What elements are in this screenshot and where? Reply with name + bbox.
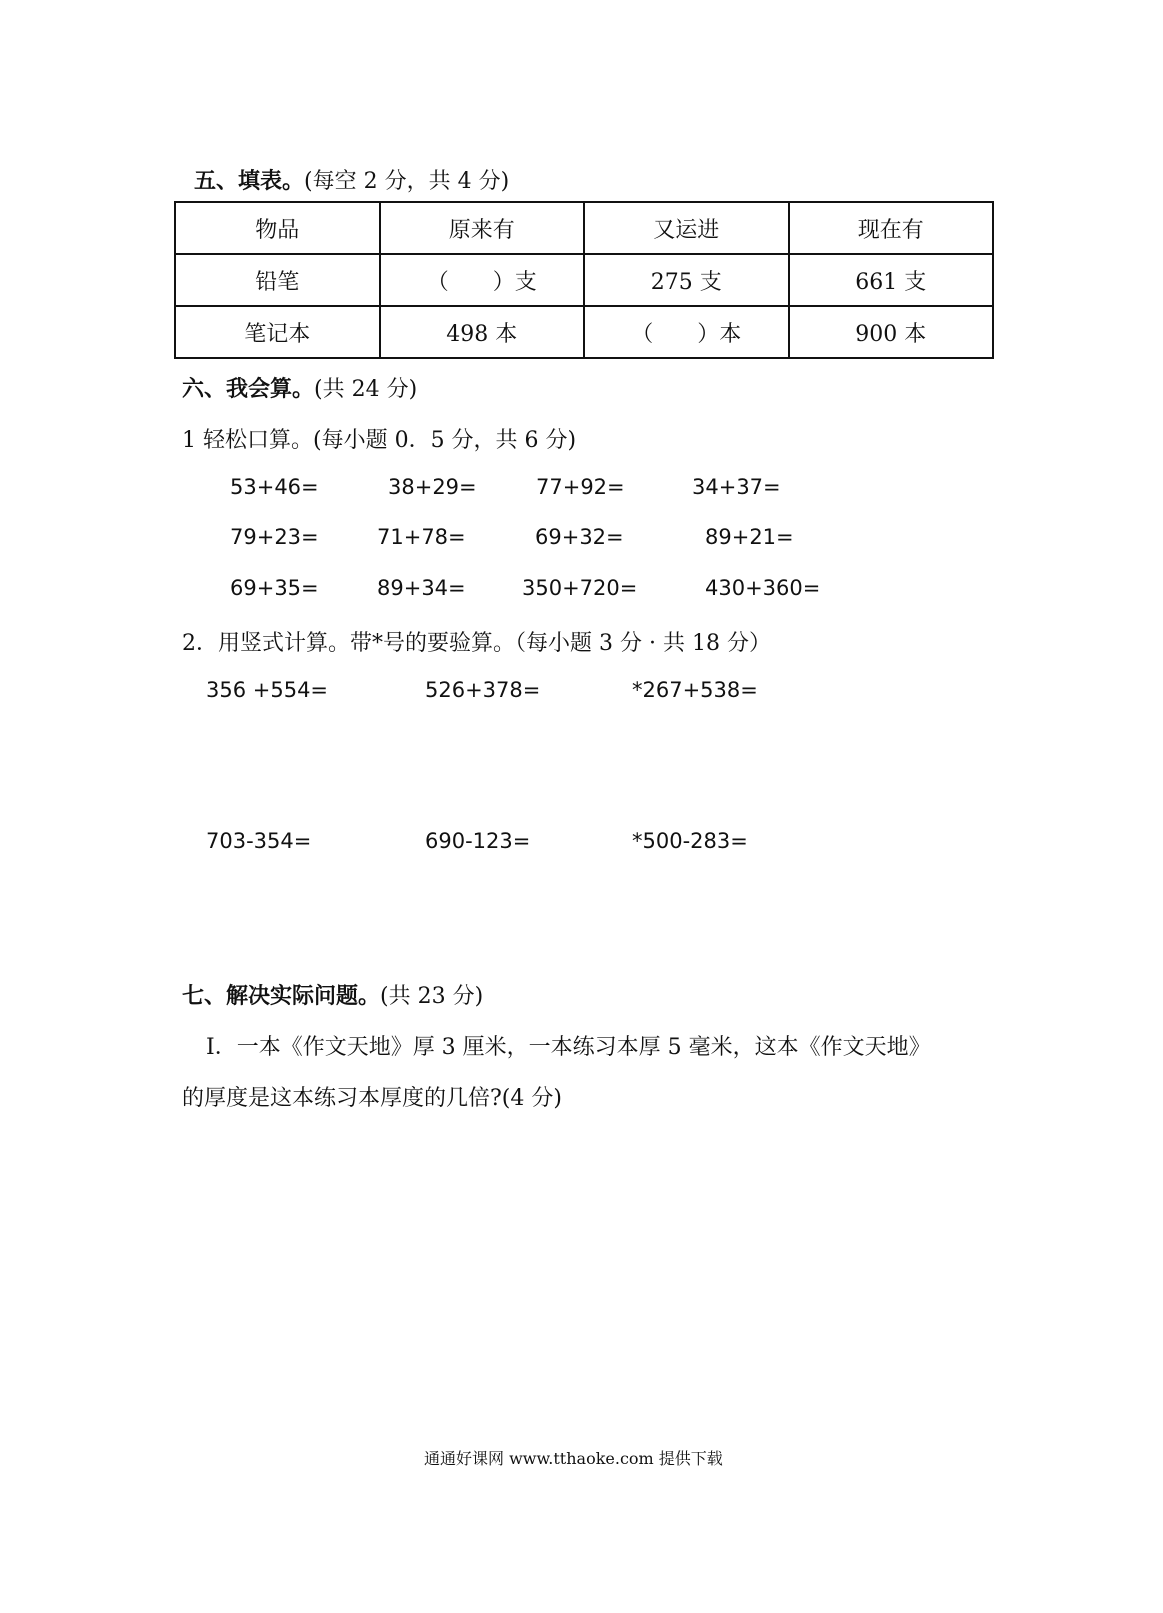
vertical-calc-item: 690-123=	[425, 829, 531, 853]
vertical-calc-item: 703-354=	[206, 829, 312, 853]
section6-title: 六、我会算。	[182, 376, 315, 402]
table-cell: 900 本	[789, 306, 994, 358]
mental-math-item: 34+37=	[692, 475, 781, 499]
vertical-calc-title: 2．用竖式计算。带*号的要验算。（每小题 3 分 · 共 18 分）	[182, 631, 771, 656]
header-item: 物品	[175, 202, 380, 254]
vertical-calc-item: 356 +554=	[206, 678, 329, 702]
section7-note: (共 23 分)	[380, 984, 484, 1009]
table-cell: 笔记本	[175, 306, 380, 358]
problem1-line2: 的厚度是这本练习本厚度的几倍?(4 分)	[182, 1086, 562, 1111]
table-cell-blank: （ ）本	[584, 306, 789, 358]
section5-title: 五、填表。	[194, 168, 305, 194]
mental-math-item: 77+92=	[536, 475, 625, 499]
mental-math-item: 38+29=	[388, 475, 477, 499]
header-original: 原来有	[380, 202, 585, 254]
table-row	[175, 306, 993, 358]
mental-math-item: 53+46=	[230, 475, 319, 499]
table-cell-blank: （ ）支	[380, 254, 585, 306]
table-row	[175, 254, 993, 306]
problem1-line1: I．一本《作文天地》厚 3 厘米，一本练习本厚 5 毫米，这本《作文天地》	[206, 1035, 931, 1060]
mental-math-item: 71+78=	[377, 525, 466, 549]
mental-math-item: 89+21=	[705, 525, 794, 549]
mental-math-item: 69+35=	[230, 576, 319, 600]
table-cell: 铅笔	[175, 254, 380, 306]
vertical-calc-item: *500-283=	[632, 829, 748, 853]
mental-math-item: 79+23=	[230, 525, 319, 549]
mental-math-item: 69+32=	[535, 525, 624, 549]
mental-math-item: 350+720=	[522, 576, 638, 600]
table-header-row	[175, 202, 993, 254]
section7-heading	[182, 979, 483, 1010]
section5-heading	[194, 164, 509, 195]
mental-math-title: 1 轻松口算。(每小题 0．5 分，共 6 分)	[182, 428, 577, 453]
section6-heading	[182, 372, 417, 403]
section5-note: (每空 2 分，共 4 分)	[304, 169, 510, 194]
section6-note: (共 24 分)	[314, 377, 418, 402]
vertical-calc-item: 526+378=	[425, 678, 541, 702]
header-now: 现在有	[789, 202, 994, 254]
table-cell: 661 支	[789, 254, 994, 306]
footer-source: 通通好课网 www.tthaoke.com 提供下载	[424, 1449, 723, 1468]
fill-table	[174, 201, 994, 359]
mental-math-item: 430+360=	[705, 576, 821, 600]
section7-title: 七、解决实际问题。	[182, 983, 381, 1009]
header-added: 又运进	[584, 202, 789, 254]
table-cell: 498 本	[380, 306, 585, 358]
mental-math-item: 89+34=	[377, 576, 466, 600]
table-cell: 275 支	[584, 254, 789, 306]
vertical-calc-item: *267+538=	[632, 678, 758, 702]
